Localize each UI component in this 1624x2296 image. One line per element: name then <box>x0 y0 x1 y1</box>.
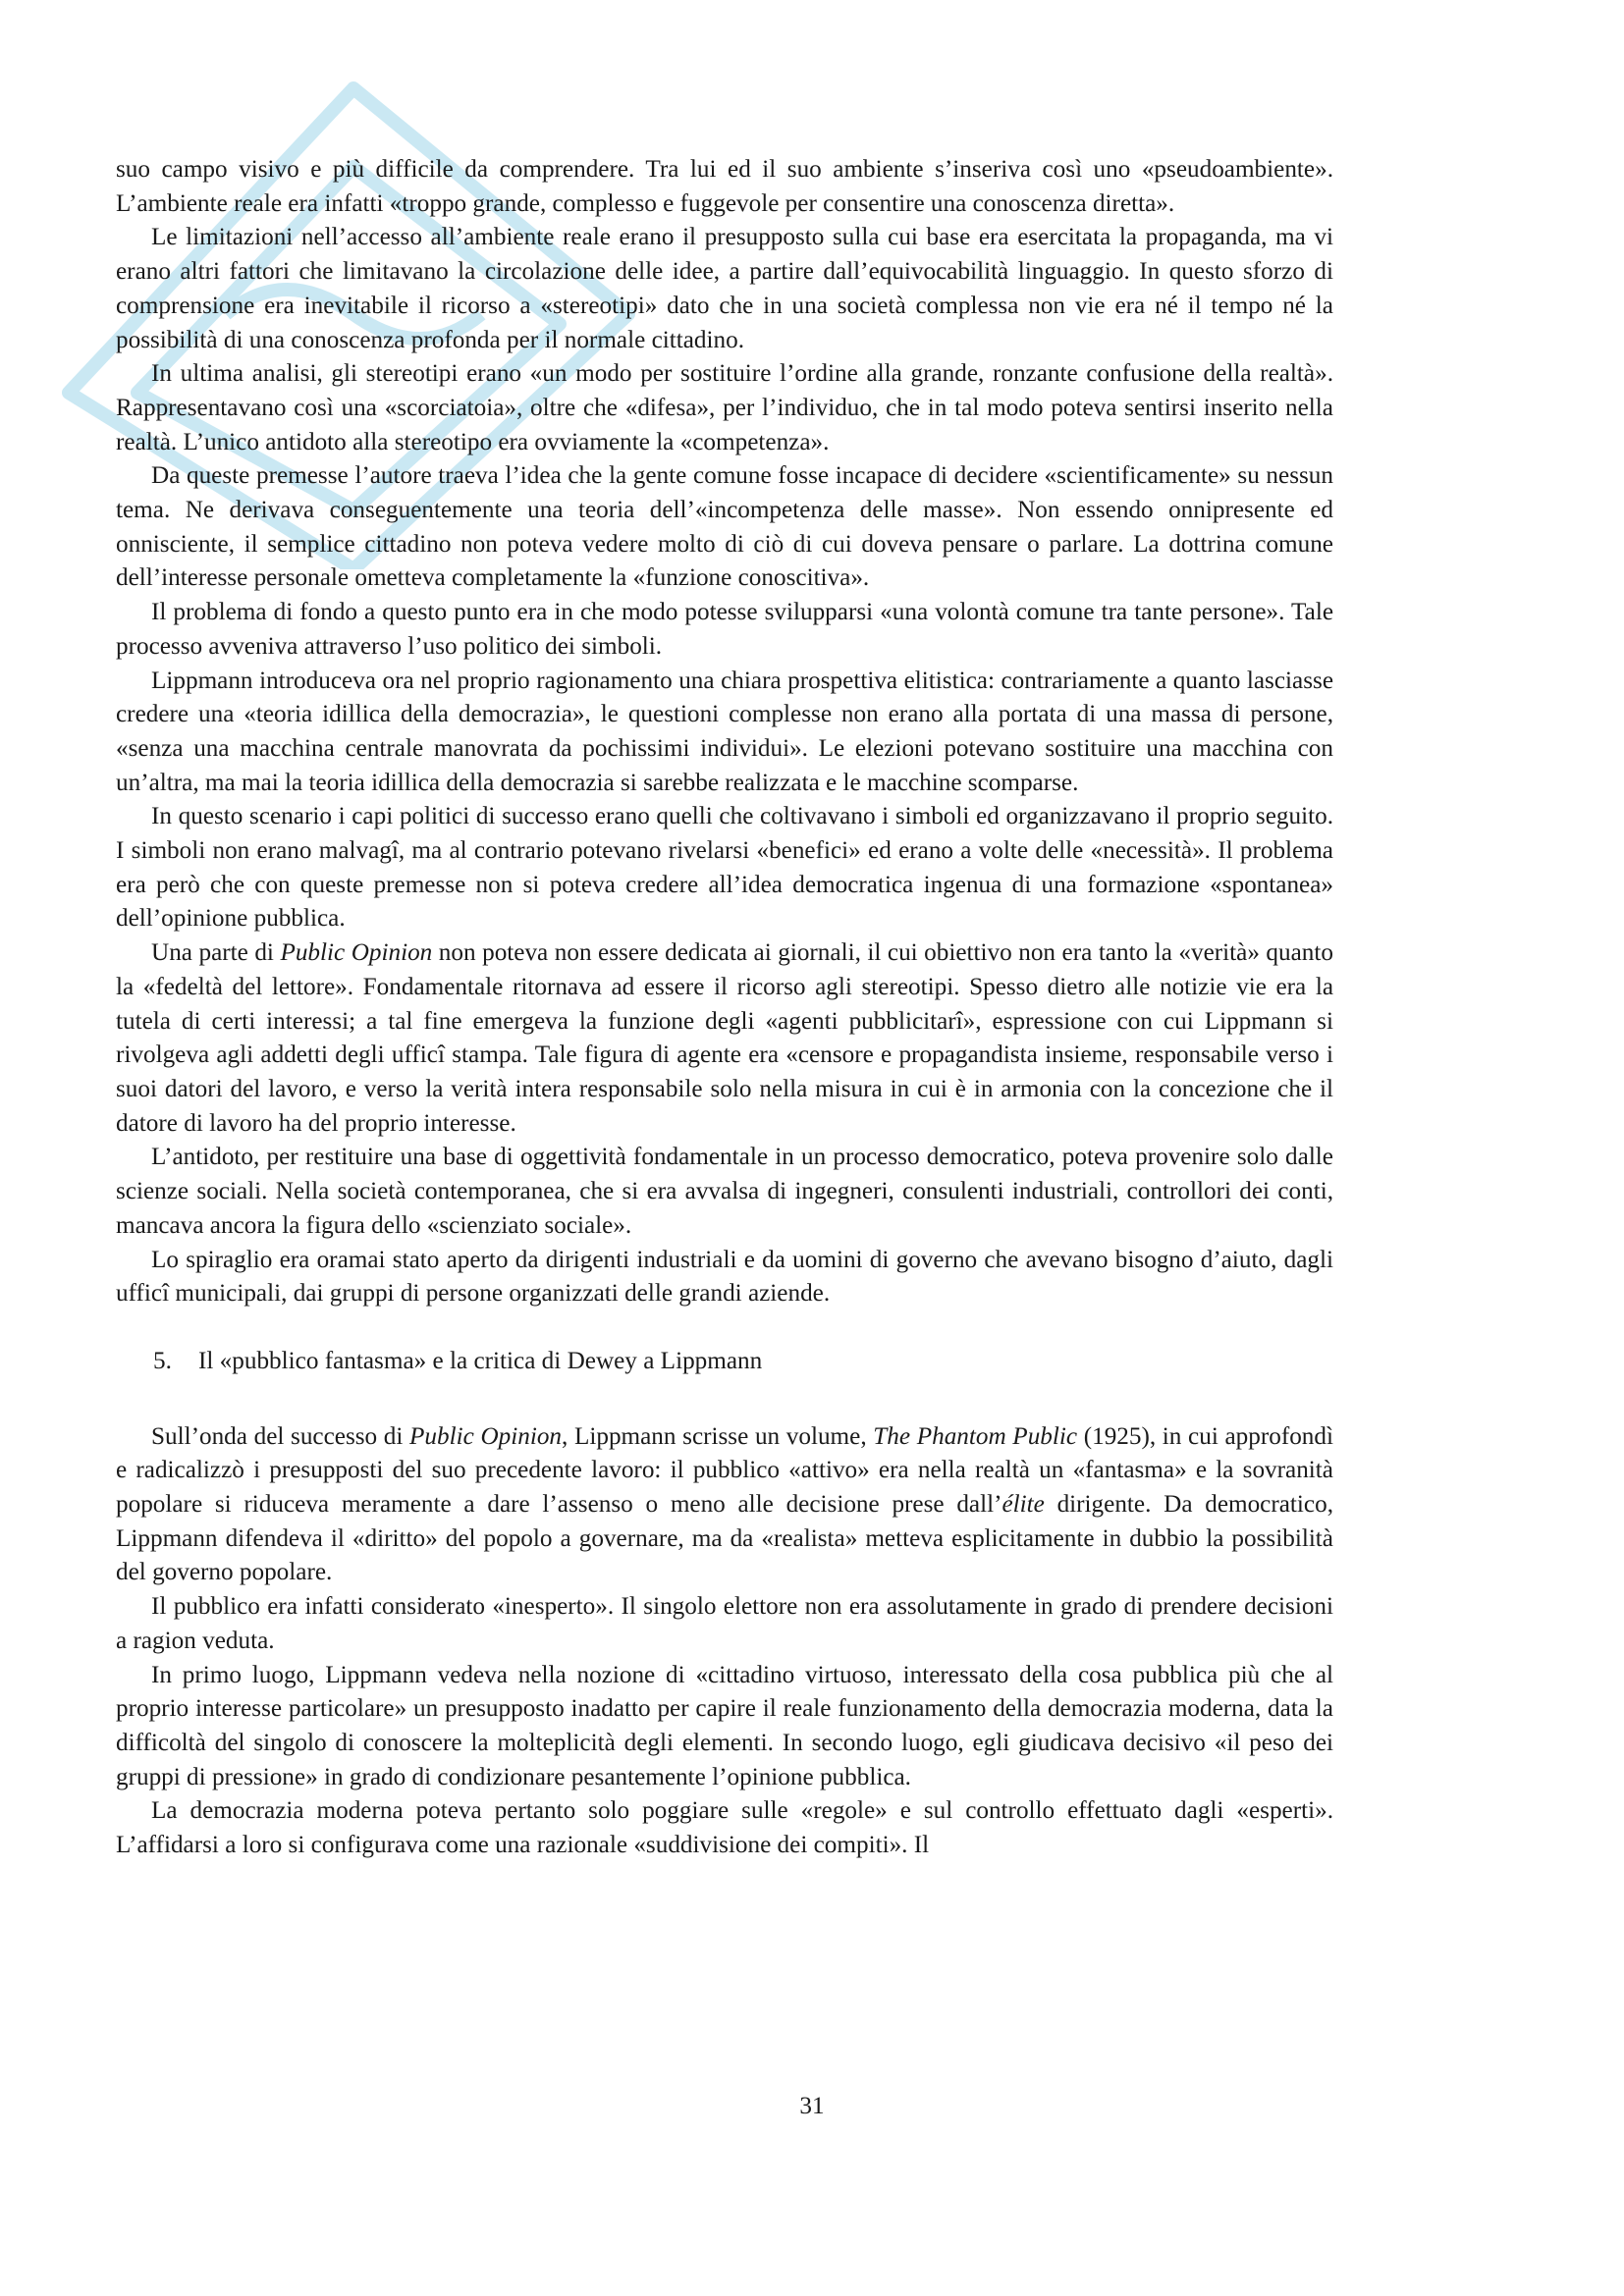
paragraph-text: non poteva non essere dedicata ai giornali, il cui obiettivo non era tanto la «verità» quanto la «fedeltà del lettore». Fondamentale ritornava ad essere il ricorso agli stereotipi. Spesso dietro alle notizie vie era la tutela di certi interessi; a tal fine emergeva la funzione degli «agenti pubblicitarî», espressione con cui Lippmann si rivolgeva agli addetti degli ufficî stampa. Tale figura di agente era «censore e propagandista insieme, responsabile verso i suoi datori del lavoro, e verso la verità intera responsabile solo nella misura in cui è in armonia con la concezione che il datore di lavoro ha del proprio interesse. <box>116 939 1333 1137</box>
italic-title: Public Opinion <box>280 939 433 967</box>
paragraph <box>116 936 1333 1141</box>
paragraph-text: La democrazia moderna poteva pertanto solo poggiare sulle «regole» e sul controllo effettuato dagli «esperti». L’affidarsi a loro si configurava come una razionale «suddivisione dei compiti». Il <box>116 1797 1333 1859</box>
paragraphs-before-heading <box>116 153 1333 1311</box>
paragraph <box>116 665 1333 801</box>
paragraph-text: dirigente. Da democratico, Lippmann difendeva il «diritto» del popolo a governare, ma da «realista» metteva esplicitamente in dubbio la possibilità del governo popolare. <box>116 1491 1333 1586</box>
paragraph-text: Sull’onda del successo di <box>151 1422 410 1450</box>
paragraph-text: Le limitazioni nell’accesso all’ambiente reale erano il presupposto sulla cui base era esercitata la propaganda, ma vi erano altri fattori che limitavano la circolazione delle idee, a partire dall’equivocabilità linguaggio. In questo sforzo di comprensione era inevitabile il ricorso a «stereotipi» dato che in una società complessa non vie era né il tempo né la possibilità di una conoscenza profonda per il normale cittadino. <box>116 224 1333 353</box>
paragraph <box>116 221 1333 357</box>
italic-title: élite <box>1001 1491 1045 1519</box>
paragraph <box>116 1244 1333 1311</box>
page-number: 31 <box>799 2093 825 2119</box>
paragraph-text: In ultima analisi, gli stereotipi erano «un modo per sostituire l’ordine alla grande, ronzante confusione della realtà». Rappresentavano così una «scorciatoia», oltre che «difesa», per l’individuo, che in tal modo poteva sentirsi inserito nella realtà. L’unico antidoto alla stereotipo era ovviamente la «competenza». <box>116 360 1333 455</box>
paragraph <box>116 800 1333 936</box>
paragraph <box>116 1141 1333 1243</box>
paragraph-text: L’antidoto, per restituire una base di oggettività fondamentale in un processo democratico, poteva provenire solo dalle scienze sociali. Nella società contemporanea, che si era avvalsa di ingegneri, consulenti industriali, controllori dei conti, mancava ancora la figura dello «scienziato sociale». <box>116 1144 1333 1239</box>
paragraph-text: suo campo visivo e più difficile da comprendere. Tra lui ed il suo ambiente s’inseriva così uno «pseudoambiente». L’ambiente reale era infatti «troppo grande, complesso e fuggevole per consentire una conoscenza diretta». <box>116 156 1333 217</box>
paragraphs-after-heading <box>116 1420 1333 1863</box>
paragraph-text: Una parte di <box>151 939 281 967</box>
paragraph-text: Il pubblico era infatti considerato «inesperto». Il singolo elettore non era assolutamente in grado di prendere decisioni a ragion veduta. <box>116 1593 1333 1654</box>
paragraph-text: Il problema di fondo a questo punto era in che modo potesse svilupparsi «una volontà comune tra tante persone». Tale processo avveniva attraverso l’uso politico dei simboli. <box>116 599 1333 660</box>
document-body <box>116 153 1333 1863</box>
paragraph <box>116 1420 1333 1591</box>
paragraph <box>116 1590 1333 1658</box>
paragraph <box>116 357 1333 459</box>
paragraph <box>116 1794 1333 1862</box>
paragraph <box>116 459 1333 596</box>
section-heading <box>153 1345 1333 1379</box>
paragraph-text: Lo spiraglio era oramai stato aperto da dirigenti industriali e da uomini di governo che avevano bisogno d’aiuto, dagli ufficî municipali, dai gruppi di persone organizzati delle grandi aziende. <box>116 1246 1333 1308</box>
paragraph-text: In questo scenario i capi politici di successo erano quelli che coltivavano i simboli ed organizzavano il proprio seguito. I simboli non erano malvagî, ma al contrario potevano rivelarsi «benefici» ed erano a volte delle «necessità». Il problema era però che con queste premesse non si poteva credere all’idea democratica ingenua di una formazione «spontanea» dell’opinione pubblica. <box>116 803 1333 933</box>
paragraph-text: Lippmann introduceva ora nel proprio ragionamento una chiara prospettiva elitistica: contrariamente a quanto lasciasse credere una «teoria idillica della democrazia», le questioni complesse non erano alla portata di una massa di persone, «senza una macchina centrale manovrata da pochissimi individui». Le elezioni potevano sostituire una macchina con un’altra, ma mai la teoria idillica della democrazia si sarebbe realizzata e le macchine scomparse. <box>116 667 1333 796</box>
paragraph <box>116 153 1333 221</box>
paragraph-text: In primo luogo, Lippmann vedeva nella nozione di «cittadino virtuoso, interessato della cosa pubblica più che al proprio interesse particolare» un presupposto inadatto per capire il reale funzionamento della democrazia moderna, data la difficoltà del singolo di conoscere la molteplicità degli elementi. In secondo luogo, egli giudicava decisivo «il peso dei gruppi di pressione» in grado di condizionare pesantemente l’opinione pubblica. <box>116 1661 1333 1790</box>
paragraph <box>116 1659 1333 1795</box>
paragraph <box>116 596 1333 664</box>
italic-title: Public Opinion <box>409 1422 563 1450</box>
paragraph-text: , Lippmann scrisse un volume, <box>562 1422 874 1450</box>
paragraph-text: (1925), in cui approfondì e radicalizzò i presupposti del suo precedente lavoro: il pubblico «attivo» era nella realtà un «fantasma» e la sovranità popolare si riduceva meramente a dare l’assenso o meno alle decisione prese dall’ <box>116 1422 1333 1519</box>
section-title: Il «pubblico fantasma» e la critica di Dewey a Lippmann <box>198 1347 763 1374</box>
italic-title: The Phantom Public <box>873 1422 1078 1450</box>
paragraph-text: Da queste premesse l’autore traeva l’idea che la gente comune fosse incapace di decidere «scientificamente» su nessun tema. Ne derivava conseguentemente una teoria dell’«incompetenza delle masse». Non essendo onnipresente ed onnisciente, il semplice cittadino non poteva vedere molto di ciò di cui doveva pensare o parlare. La dottrina comune dell’interesse personale ometteva completamente la «funzione conoscitiva». <box>116 462 1333 592</box>
section-number: 5. <box>153 1347 172 1374</box>
